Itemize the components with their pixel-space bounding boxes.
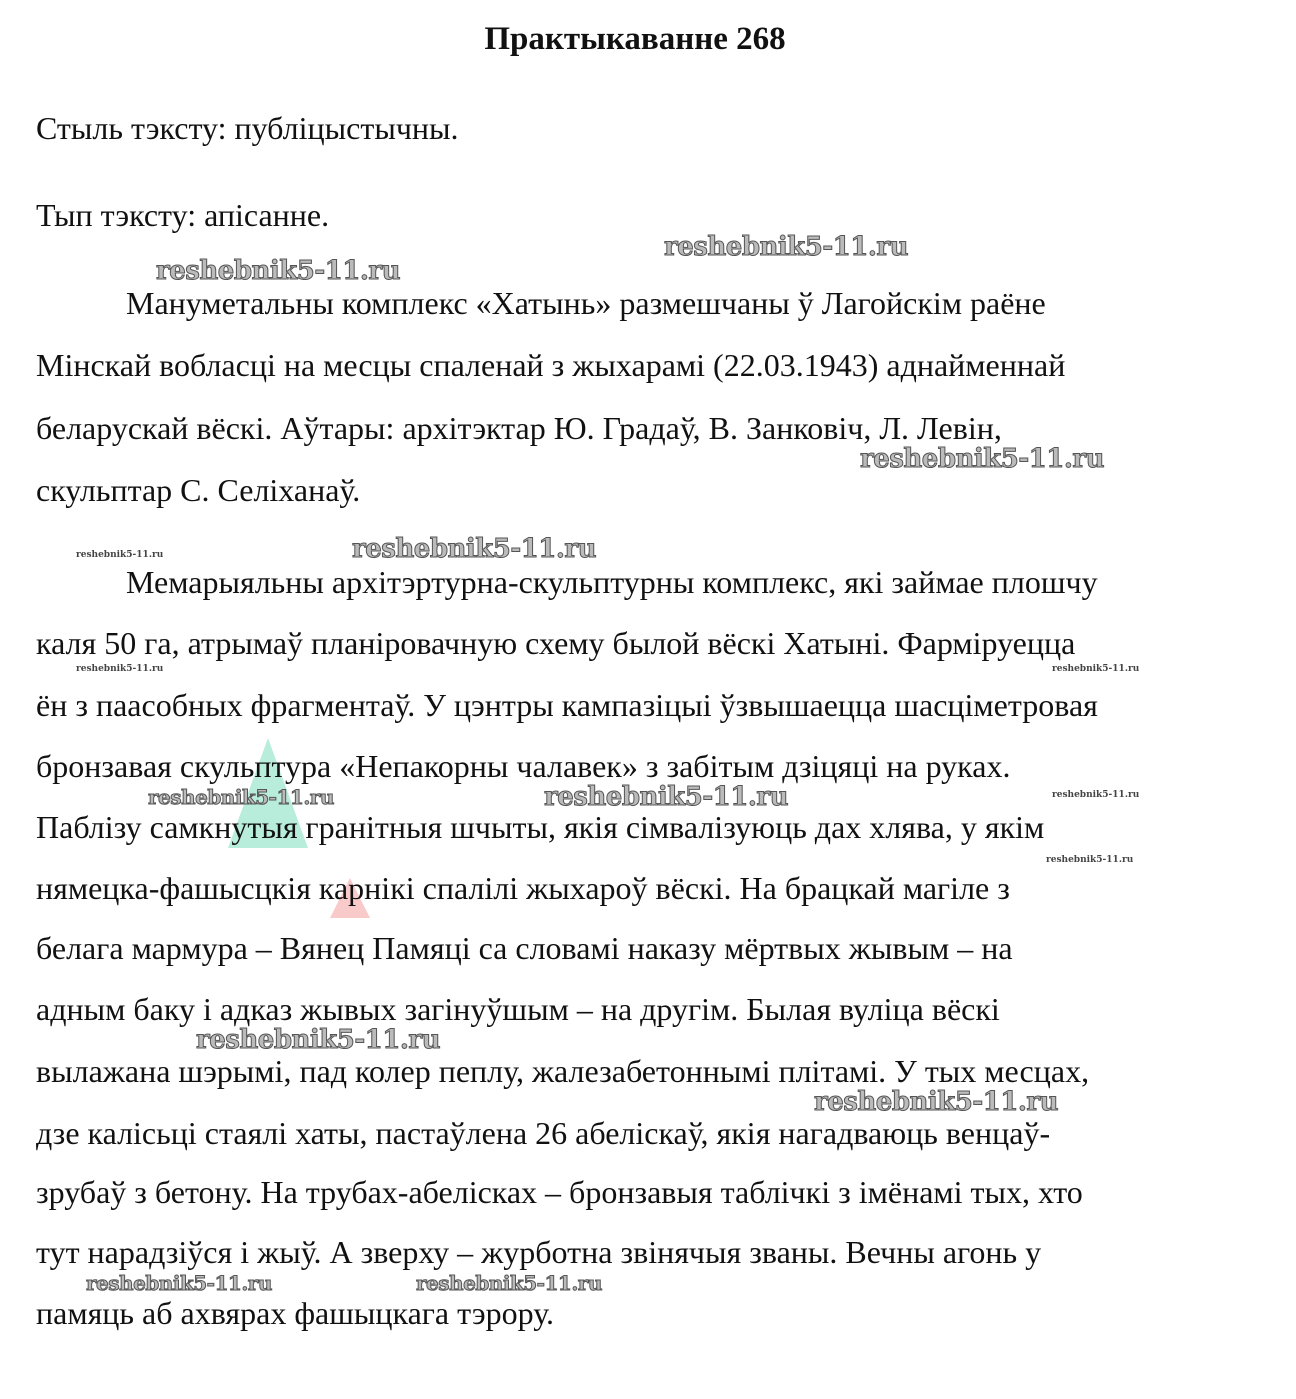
watermark: reshebnik5-11.ru: [544, 782, 789, 812]
text-line: скульптар С. Селіханаў.: [36, 472, 361, 508]
watermark: reshebnik5-11.ru: [814, 1087, 1059, 1117]
watermark: reshebnik5-11.ru: [76, 550, 164, 560]
text-line: Паблізу самкнутыя гранітныя шчыты, якія сімвалізуюць дах хлява, у якім: [36, 809, 1045, 845]
watermark: reshebnik5-11.ru: [1052, 790, 1140, 800]
text-line: дзе калісьці стаялі хаты, пастаўлена 26 абеліскаў, якія нагадваюць венцаў-: [36, 1115, 1051, 1151]
watermark: reshebnik5-11.ru: [352, 534, 597, 564]
text-line: Мемарыяльны архітэртурна-скульптурны комплекс, які займае плошчу: [126, 564, 1098, 600]
watermark: reshebnik5-11.ru: [156, 256, 401, 286]
watermark: reshebnik5-11.ru: [86, 1271, 272, 1295]
text-type-line: Тып тэксту: апісанне.: [36, 197, 330, 233]
text-line: Мінскай вобласці на месцы спаленай з жыхарамі (22.03.1943) аднайменнай: [36, 347, 1066, 383]
text-line: белага мармура – Вянец Памяці са словамі наказу мёртвых жывым – на: [36, 930, 1013, 966]
page-title: Практыкаванне 268: [484, 21, 786, 57]
text-line: Мануметальны комплекс «Хатынь» размешчаны ў Лагойскім раёне: [126, 285, 1046, 321]
text-line: ён з паасобных фрагментаў. У цэнтры кампазіцыі ўзвышаецца шасціметровая: [36, 687, 1098, 723]
text-line: каля 50 га, атрымаў планіровачную схему былой вёскі Хатыні. Фарміруецца: [36, 625, 1076, 661]
watermark: reshebnik5-11.ru: [1046, 855, 1134, 865]
watermark: reshebnik5-11.ru: [416, 1271, 602, 1295]
watermark: reshebnik5-11.ru: [860, 444, 1105, 474]
text-line: беларускай вёскі. Аўтары: архітэктар Ю. Градаў, В. Занковіч, Л. Левін,: [36, 410, 1002, 446]
text-line: нямецка-фашысцкія карнікі спалілі жыхароў вёскі. На брацкай магіле з: [36, 870, 1010, 906]
watermark: reshebnik5-11.ru: [196, 1025, 441, 1055]
text-line: бронзавая скульптура «Непакорны чалавек» з забітым дзіцяці на руках.: [36, 748, 1011, 784]
text-line: тут нарадзіўся і жыў. А зверху – журботна звінячыя званы. Вечны агонь у: [36, 1234, 1042, 1270]
text-line: зрубаў з бетону. На трубах-абелісках – бронзавыя таблічкі з імёнамі тых, хто: [36, 1174, 1083, 1210]
text-style-line: Стыль тэксту: публіцыстычны.: [36, 110, 459, 146]
watermark: reshebnik5-11.ru: [76, 664, 164, 674]
watermark: reshebnik5-11.ru: [664, 232, 909, 262]
text-line: памяць аб ахвярах фашыцкага тэрору.: [36, 1295, 554, 1331]
watermark: reshebnik5-11.ru: [148, 785, 334, 809]
watermark: reshebnik5-11.ru: [1052, 664, 1140, 674]
text-line: вылажана шэрымі, пад колер пеплу, жалезабетоннымі плітамі. У тых месцах,: [36, 1053, 1090, 1089]
text-line: адным баку і адказ жывых загінуўшым – на другім. Былая вуліца вёскі: [36, 991, 1000, 1027]
